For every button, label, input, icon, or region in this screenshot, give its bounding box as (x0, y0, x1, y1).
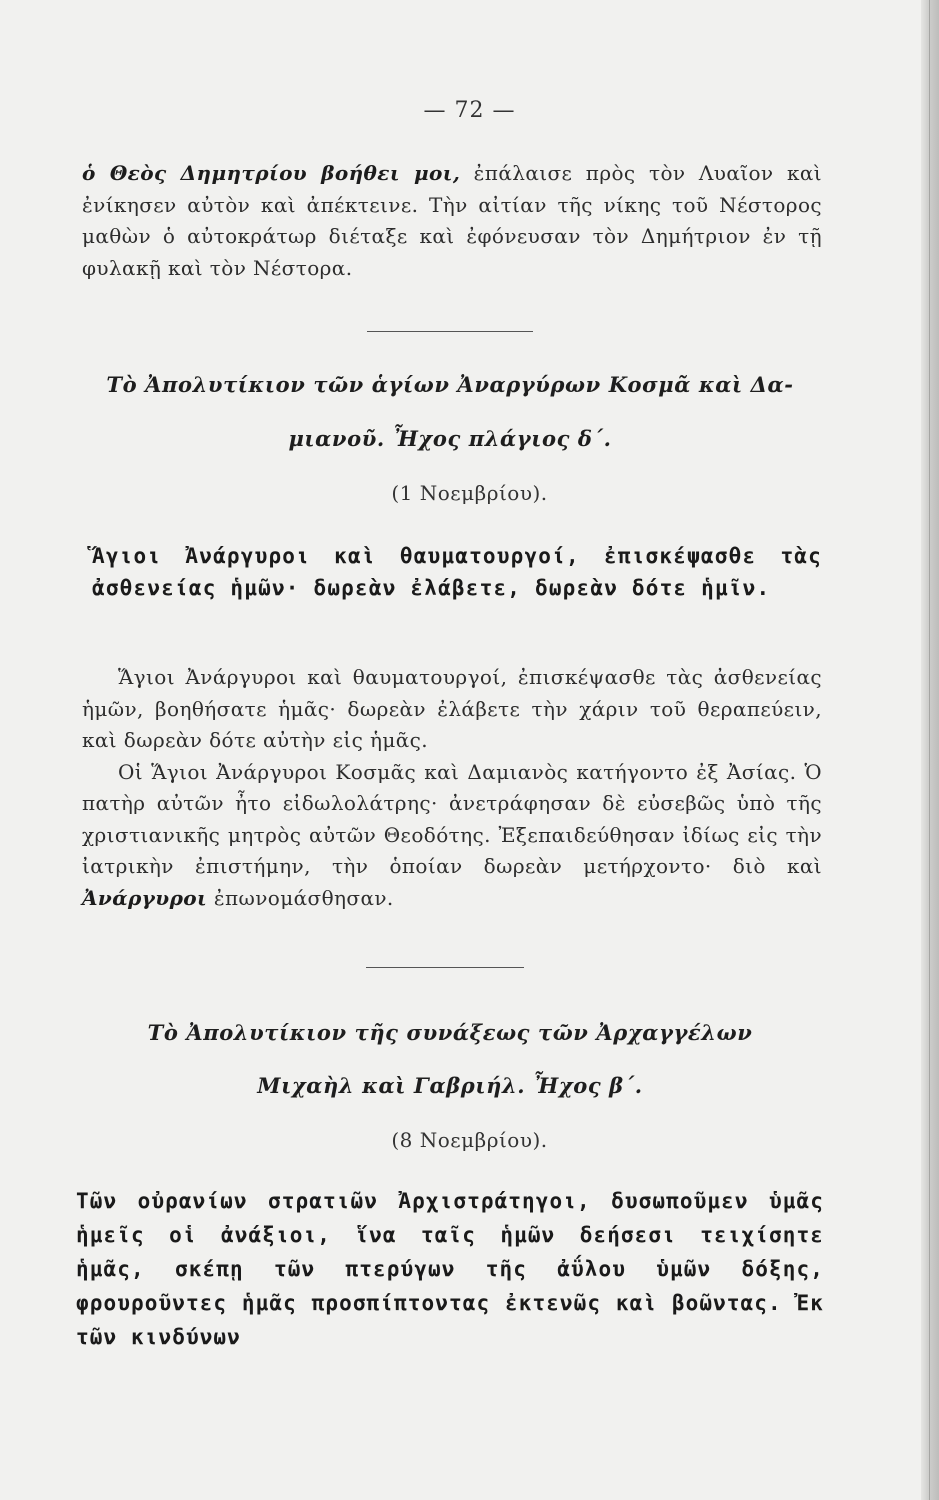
page-number: — 72 — (423, 98, 516, 123)
section1-heading-line2: μιανοῦ. Ἦχος πλάγιος δ΄. (288, 426, 612, 451)
section-divider-2 (366, 967, 524, 968)
intro-emphasis: ὁ Θεὸς Δημητρίου βοήθει μοι, (82, 161, 461, 185)
intro-text: ἐπάλαισε πρὸς τὸν Λυαῖον καὶ ἐνίκησεν αὐτὸν καὶ ἀπέκτεινε. Τὴν αἰτίαν τῆς νίκης τοῦ Νέστορος μαθὼν ὁ αὐτοκράτωρ διέταξε καὶ ἐφόνευσαν τὸν Δημήτριον ἐν τῇ φυλακῇ καὶ τὸν Νέστορα. (82, 161, 822, 280)
intro-paragraph-block (82, 158, 822, 284)
page-gutter (921, 0, 939, 1500)
section1-paragraph2-text: Οἱ Ἅγιοι Ἀνάργυροι Κοσμᾶς καὶ Δαμιανὸς κατήγοντο ἐξ Ἀσίας. Ὁ πατὴρ αὐτῶν ἦτο εἰδωλολάτρης· ἀνετράφησαν δὲ εὐσεβῶς ὑπὸ τῆς χριστιανικῆς μητρὸς αὐτῶν Θεοδότης. Ἐξεπαιδεύθησαν ἰδίως εἰς τὴν ἰατρικὴν ἐπιστήμην, τὴν ὁποίαν δωρεὰν μετήρχοντο· διὸ καὶ (82, 759, 822, 878)
section1-date: (1 Νοεμβρίου). (391, 481, 548, 505)
gutter-line (929, 0, 930, 1500)
section2-heading-line1: Τὸ Ἀπολυτίκιον τῆς συνάξεως τῶν Ἀρχαγγέλων (147, 1020, 753, 1045)
section1-heading-line1: Τὸ Ἀπολυτίκιον τῶν ἁγίων Ἀναργύρων Κοσμᾶ καὶ Δα- (106, 372, 794, 397)
section2-heading-line2: Μιχαὴλ καὶ Γαβριήλ. Ἦχος β΄. (257, 1073, 643, 1098)
section1-hymn: Ἅγιοι Ἀνάργυροι καὶ θαυματουργοί, ἐπισκέψασθε τὰς ἀσθενείας ἡμῶν· δωρεὰν ἐλάβετε, δωρεὰν δότε ἡμῖν. (92, 544, 822, 600)
section2-date: (8 Νοεμβρίου). (391, 1128, 548, 1152)
section1-commentary-block (82, 662, 822, 914)
section2-hymn: Τῶν οὐρανίων στρατιῶν Ἀρχιστράτηγοι, δυσωποῦμεν ὑμᾶς ἡμεῖς οἱ ἀνάξιοι, ἵνα ταῖς ἡμῶν δεήσεσι τειχίσητε ἡμᾶς, σκέπῃ τῶν πτερύγων τῆς ἀΰλου ὑμῶν δόξης, φρουροῦντες ἡμᾶς προσπίπτοντας ἐκτενῶς καὶ βοῶντας. Ἐκ τῶν κινδύνων (76, 1189, 824, 1349)
section1-paragraph1: Ἅγιοι Ἀνάργυροι καὶ θαυματουργοί, ἐπισκέψασθε τὰς ἀσθενείας ἡμῶν, βοηθήσατε ἡμᾶς· δωρεὰν ἐλάβετε τὴν χάριν τοῦ θεραπεύειν, καὶ δωρεὰν δότε αὐτὴν εἰς ἡμᾶς. (82, 665, 822, 752)
section-divider-1 (367, 331, 533, 332)
anargyroi-emphasis: Ἀνάργυροι (82, 885, 208, 910)
intro-paragraph (82, 158, 822, 284)
section1-paragraph2 (82, 757, 822, 915)
section1-paragraph2-end: ἐπωνομάσθησαν. (207, 885, 394, 910)
